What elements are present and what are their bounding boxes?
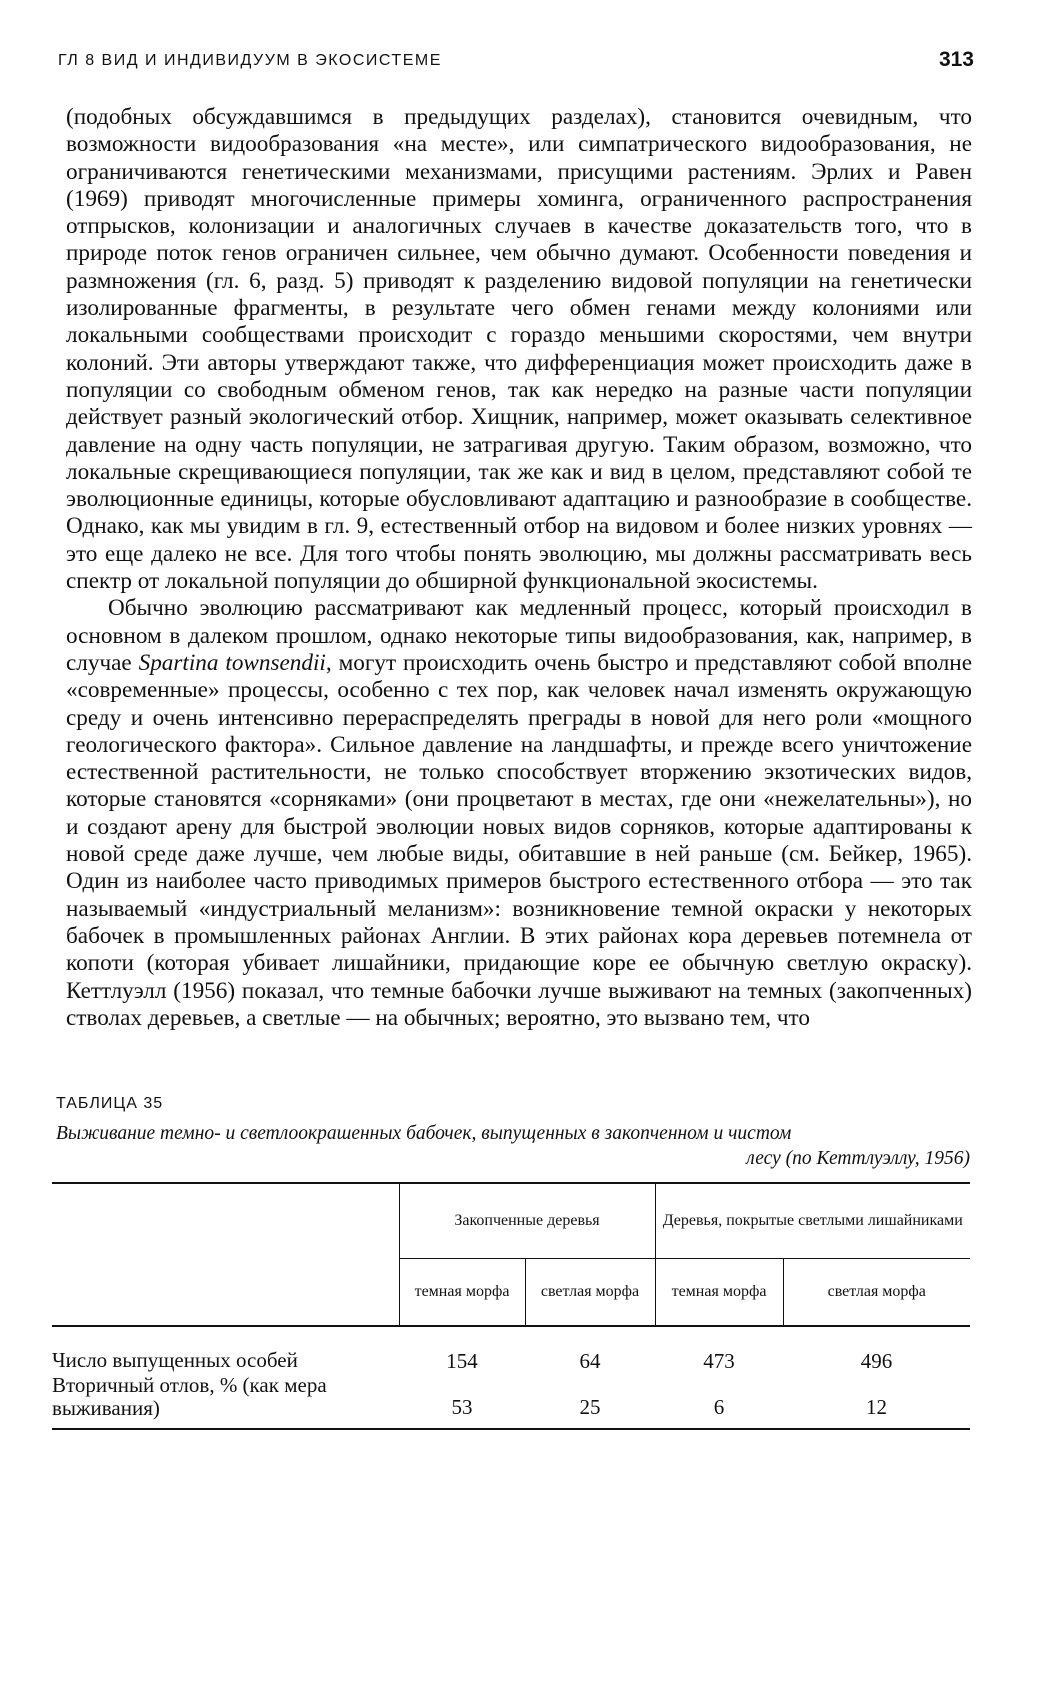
table-cell: 12 <box>783 1374 970 1429</box>
table-cell: 154 <box>399 1326 525 1374</box>
table-group-header-lichen: Деревья, покрытые светлыми лишайниками <box>655 1183 970 1259</box>
table-row <box>52 1326 970 1374</box>
paragraph-1: (подобных обсуждавшимся в предыдущих разделах), становится очевидным, что возможности видообразования «на месте», или симпатрического видообразования, не ограничиваются генетическими механизмами, присущими растениям. Эрлих и Равен (1969) приводят многочисленные примеры хоминга, ограниченного распространения отпрысков, колонизации и аналогичных случаев в качестве доказательств того, что в природе поток генов ограничен сильнее, чем обычно думают. Особенности поведения и размножения (гл. 6, разд. 5) приводят к разделению видовой популяции на генетически изолированные фрагменты, в результате чего обмен генами между колониями или локальными сообществами происходит с гораздо меньшими скоростями, чем внутри колоний. Эти авторы утверждают также, что дифференциация может происходить даже в популяции со свободным обменом генов, так как нередко на разные части популяции действует разный экологический отбор. Хищник, например, может оказывать селективное давление на одну часть популяции, не затрагивая другую. Таким образом, возможно, что локальные скрещивающиеся популяции, так же как и вид в целом, представляют собой те эволюционные единицы, которые обусловливают адаптацию и разнообразие в сообществе. Однако, как мы увидим в гл. 9, естественный отбор на видовом и более низких уровнях — это еще далеко не все. Для того чтобы понять эволюцию, мы должны рассматривать весь спектр от локальной популяции до обширной функциональной экосистемы. <box>66 104 972 595</box>
paragraph-2: Обычно эволюцию рассматривают как медленный процесс, который происходил в основном в далеком прошлом, однако некоторые типы видообразования, как, например, в случае Spartina townsendii, могут происходить очень быстро и представляют собой вполне «современные» процессы, особенно с тех пор, как человек начал изменять окружающую среду и очень интенсивно перераспределять преграды в новой для него роли «мощного геологического фактора». Сильное давление на ландшафты, и прежде всего уничтожение естественной растительности, не только способствует вторжению экзотических видов, которые становятся «сорняками» (они процветают в местах, где они «нежелательны»), но и создают арену для быстрой эволюции новых видов сорняков, которые адаптированы к новой среде даже лучше, чем любые виды, обитавшие в ней раньше (см. Бейкер, 1965). Один из наиболее часто приводимых примеров быстрого естественного отбора — это так называемый «индустриальный меланизм»: возникновение темной окраски у некоторых бабочек в промышленных районах Англии. В этих районах кора деревьев потемнела от копоти (которая убивает лишайники, придающие коре ее обычную светлую окраску). Кеттлуэлл (1956) показал, что темные бабочки лучше выживают на темных (закопченных) стволах деревьев, а светлые — на обычных; вероятно, это вызвано тем, что <box>66 595 972 1031</box>
table-cell: 496 <box>783 1326 970 1374</box>
table-row-label: Вторичный отлов, % (как мера выживания) <box>52 1374 399 1429</box>
table-caption-line-1: Выживание темно- и светлоокрашенных бабочек, выпущенных в закопченном и чистом <box>56 1123 792 1144</box>
table-corner-cell <box>52 1183 399 1326</box>
running-head: ГЛ 8 ВИД И ИНДИВИДУУМ В ЭКОСИСТЕМЕ <box>58 52 442 69</box>
table-row <box>52 1374 970 1429</box>
table-cell: 53 <box>399 1374 525 1429</box>
table-cell: 25 <box>525 1374 655 1429</box>
table-sub-header: темная морфа <box>399 1259 525 1327</box>
table-sub-header: светлая морфа <box>525 1259 655 1327</box>
table-group-header-smoked: Закопченные деревья <box>399 1183 655 1259</box>
table-cell: 64 <box>525 1326 655 1374</box>
survival-table <box>52 1182 970 1430</box>
table-caption-line-2: лесу (по Кеттлуэллу, 1956) <box>746 1148 970 1169</box>
table-sub-header: светлая морфа <box>783 1259 970 1327</box>
table-row-label: Число выпущенных особей <box>52 1326 399 1374</box>
page-header <box>58 48 974 76</box>
table-caption <box>56 1121 970 1171</box>
body-text <box>66 104 972 1032</box>
table-cell: 6 <box>655 1374 783 1429</box>
table-sub-header: темная морфа <box>655 1259 783 1327</box>
table-label: ТАБЛИЦА 35 <box>56 1095 164 1112</box>
table-cell: 473 <box>655 1326 783 1374</box>
page-number: 313 <box>938 48 974 71</box>
